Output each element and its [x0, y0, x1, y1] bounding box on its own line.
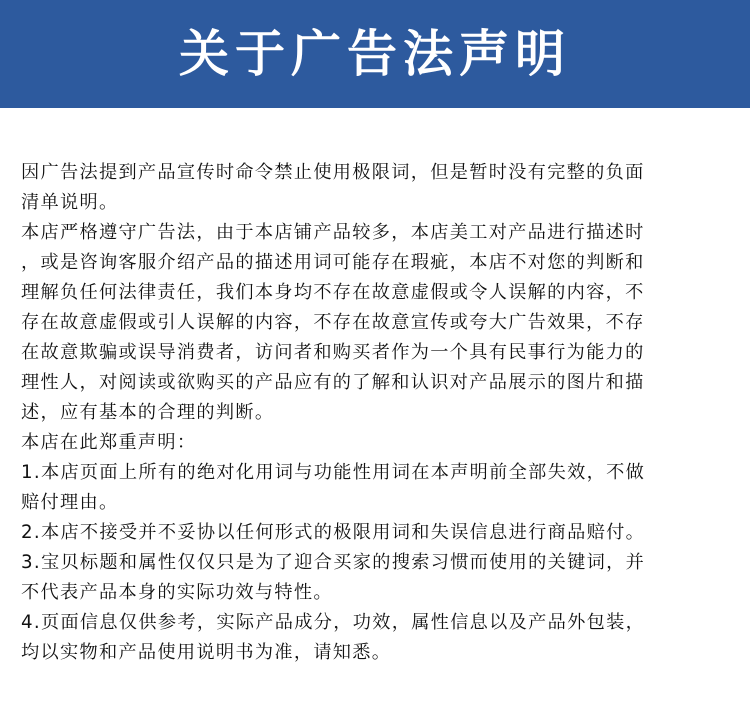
statement-line: 本店在此郑重声明：	[21, 432, 197, 453]
statement-line: 清单说明。	[21, 192, 119, 213]
statement-line: 不代表产品本身的实际功效与特性。	[21, 582, 333, 603]
statement-body	[21, 158, 721, 668]
header-banner	[0, 0, 750, 108]
statement-line: 2.本店不接受并不妥协以任何形式的极限用词和失误信息进行商品赔付。	[21, 522, 646, 543]
statement-line: ，或是咨询客服介绍产品的描述用词可能存在瑕疵，本店不对您的判断和	[21, 252, 645, 273]
statement-line: 1.本店页面上所有的绝对化用词与功能性用词在本声明前全部失效，不做	[21, 462, 646, 483]
statement-line: 因广告法提到产品宣传时命令禁止使用极限词，但是暂时没有完整的负面	[21, 162, 645, 183]
statement-line: 3.宝贝标题和属性仅仅只是为了迎合买家的搜索习惯而使用的关键词，并	[21, 552, 646, 573]
page-title: 关于广告法声明	[179, 25, 571, 83]
statement-line: 在故意欺骗或误导消费者，访问者和购买者作为一个具有民事行为能力的	[21, 342, 645, 363]
statement-line: 本店严格遵守广告法，由于本店铺产品较多，本店美工对产品进行描述时	[21, 222, 645, 243]
statement-line: 4.页面信息仅供参考，实际产品成分，功效，属性信息以及产品外包装，	[21, 612, 646, 633]
statement-line: 存在故意虚假或引人误解的内容，不存在故意宣传或夸大广告效果，不存	[21, 312, 645, 333]
statement-line: 均以实物和产品使用说明书为准，请知悉。	[21, 642, 392, 663]
statement-line: 述，应有基本的合理的判断。	[21, 402, 275, 423]
statement-line: 理解负任何法律责任，我们本身均不存在故意虚假或令人误解的内容，不	[21, 282, 645, 303]
statement-line: 赔付理由。	[21, 492, 119, 513]
statement-line: 理性人，对阅读或欲购买的产品应有的了解和认识对产品展示的图片和描	[21, 372, 645, 393]
